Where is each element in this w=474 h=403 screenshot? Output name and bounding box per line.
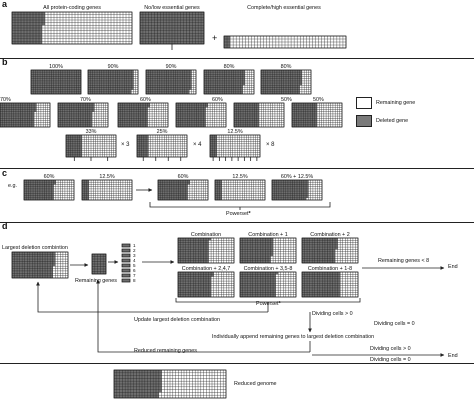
d-combo-grid-top-0 [178,238,234,263]
nonessential-label: No/low essential genes [144,5,200,11]
update-label: Update largest deletion combination [134,317,221,323]
multiplier-4: × 4 [193,142,202,148]
separator-cd [0,222,474,223]
gene-number-5: 5 [133,263,136,268]
pct-25: 25% [156,129,168,135]
d-gene-bar-0 [122,244,130,247]
d-gene-bar-7 [122,279,130,282]
d-gene-bar-6 [122,274,130,277]
d-combo-grid-bottom-1 [240,272,296,297]
nonessential-grid [140,12,204,44]
pct-100: 100% [49,64,63,70]
d-gene-bar-4 [122,264,130,267]
legend-remaining-swatch [356,97,372,109]
c-grid-right-combined [272,180,322,200]
panel-label-a: a [2,0,8,9]
c-bracket [150,202,330,207]
end-label-2: End [448,353,458,359]
pct-80-a: 80% [223,64,235,70]
c-powerset-label: Powerset* [226,211,251,217]
separator-bc [0,168,474,169]
combo-label-1: Combination + 1 [248,232,288,238]
gene-number-7: 7 [133,273,136,278]
gene-number-4: 4 [133,258,136,263]
d-remaining-grid [92,254,106,274]
pct-60-a: 60% [140,97,151,103]
separator-d-bottom [0,363,474,364]
reduced-genome-label: Reduced genome [234,381,277,387]
reduced-genome-grid [114,370,226,398]
combo-label-3: Combination + 2,4,7 [181,266,231,272]
c-left-12-5: 12.5% [99,174,115,180]
pct-50-b: 50% [313,97,324,103]
d-gene-bar-1 [122,249,130,252]
pct-90-b: 90% [165,64,177,70]
essential-label: Complete/high essential genes [247,5,321,11]
pct-70-a: 70% [0,97,11,103]
b-grid-row1-3 [204,70,254,94]
largest-combination-label: Largest deletion combintion [2,245,68,251]
c-left-60: 60% [43,174,55,180]
separator-ab [0,58,474,59]
b-grid-row1-0 [31,70,81,94]
d-largest-grid [12,252,68,278]
c-right-60: 60% [177,174,189,180]
gene-number-6: 6 [133,268,136,273]
combo-label-5: Combination + 1-8 [307,266,353,272]
multiplier-3: × 3 [121,142,130,148]
eg-label: e.g. [8,183,17,189]
d-combo-grid-bottom-0 [178,272,234,297]
legend-deleted-swatch [356,115,372,127]
c-grid-right-60 [158,180,208,200]
b-grid-25 [137,135,187,157]
essential-grid [224,36,346,48]
d-gene-bar-2 [122,254,130,257]
panel-label-d: d [2,221,8,231]
b-grid-row2-2 [118,103,168,127]
pct-80-b: 80% [280,64,292,70]
combo-label-0: Combination [190,232,222,238]
pct-70-b: 70% [80,97,91,103]
multiplier-8: × 8 [266,142,275,148]
b-grid-12-5 [210,135,260,157]
panel-label-b: b [2,57,8,67]
gene-number-8: 8 [133,278,136,283]
dividing-eq0-b: Dividing cells = 0 [370,357,411,363]
dividing-gt0-a: Dividing cells > 0 [312,311,353,317]
b-grid-row1-4 [261,70,311,94]
legend-deleted-label: Deleted gene [376,118,409,124]
b-grid-row2-0 [0,103,50,127]
d-gene-bar-5 [122,269,130,272]
b-grid-row2-1 [58,103,108,127]
append-label: Individually append remaining genes to largest deletion combination [212,334,375,340]
b-grid-row1-1 [88,70,138,94]
d-combo-grid-top-2 [302,238,358,263]
b-grid-row2-3 [176,103,226,127]
gene-number-1: 1 [133,243,136,248]
d-gene-bar-3 [122,259,130,262]
pct-33: 33% [85,129,97,135]
reduced-remaining-label: Reduced remaining genes [134,348,197,354]
remaining-genes-label: Remaining genes [75,278,117,284]
end-label-1: End [448,264,458,270]
dividing-eq0-a: Dividing cells = 0 [374,321,415,327]
pct-60-b: 60% [212,97,223,103]
gene-number-2: 2 [133,248,136,253]
c-grid-right-12-5 [215,180,265,200]
legend-remaining-label: Remaining gene [376,100,416,106]
b-grid-33 [66,135,116,157]
c-right-combined: 60% + 12.5% [280,174,314,180]
pct-50-a: 50% [281,97,292,103]
dividing-gt0-b: Dividing cells > 0 [370,346,411,352]
d-combo-grid-top-1 [240,238,296,263]
all-genes-label: All protein-coding genes [43,5,101,11]
b-grid-row2-5 [292,103,342,127]
b-grid-row2-4 [234,103,284,127]
d-powerset-label: Powerset* [256,301,281,307]
pct-12-5: 12.5% [227,129,243,135]
combo-label-4: Combination + 3,5-8 [243,266,293,272]
b-grid-row1-2 [146,70,196,94]
remaining-lt8-label: Remaining genes < 8 [378,258,430,264]
d-combo-grid-bottom-2 [302,272,358,297]
pct-90-a: 90% [107,64,119,70]
c-right-12-5: 12.5% [232,174,248,180]
gene-number-3: 3 [133,253,136,258]
combo-label-2: Combination + 2 [310,232,350,238]
c-grid-left-60 [24,180,74,200]
plus-sign: + [212,33,218,43]
panel-label-c: c [2,168,8,178]
all-genes-grid [12,12,132,44]
c-grid-left-12-5 [82,180,132,200]
